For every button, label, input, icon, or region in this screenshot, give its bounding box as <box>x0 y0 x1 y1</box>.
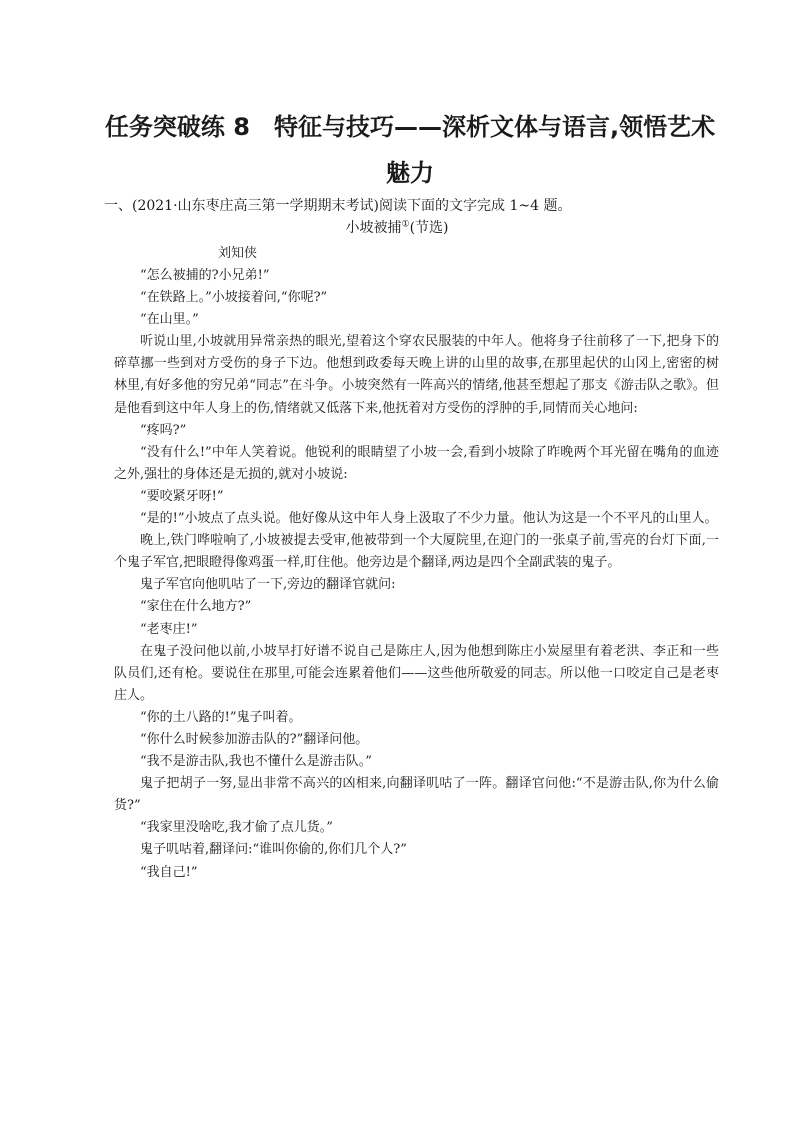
story-title-text: 小坡被捕 <box>345 220 402 236</box>
story-author: 刘知侠 <box>218 246 258 261</box>
story-body <box>114 265 719 884</box>
footnote-marker: ① <box>401 219 410 230</box>
paragraph: “你什么时候参加游击队的?”翻译问他。 <box>140 731 369 747</box>
paragraph: “是的!”小坡点了点头说。他好像从这中年人身上汲取了不少力量。他认为这是一个不平凡的山里人。 <box>140 511 718 527</box>
paragraph: 鬼子军官向他叽咕了一下,旁边的翻译官就问: <box>140 577 396 593</box>
paragraph: “要咬紧牙呀!” <box>140 488 224 504</box>
question-intro: 一、(2021·山东枣庄高三第一学期期末考试)阅读下面的文字完成 1~4 题。 <box>104 198 572 214</box>
page-title: 任务突破练 8 特征与技巧——深析文体与语言,领悟艺术魅力 <box>104 113 716 187</box>
paragraph: 鬼子叽咕着,翻译问:“谁叫你偷的,你们几个人?” <box>140 842 407 858</box>
paragraph: “我不是游击队,我也不懂什么是游击队。” <box>140 754 372 770</box>
paragraph: “我自己!” <box>140 864 198 880</box>
paragraph: “在山里。” <box>140 312 199 328</box>
paragraph: “老枣庄!” <box>140 621 198 637</box>
story-title <box>0 218 794 238</box>
paragraph: “疼吗?” <box>140 422 187 438</box>
paragraph: “你的土八路的!”鬼子叫着。 <box>140 709 302 725</box>
paragraph: “怎么被捕的?小兄弟!” <box>140 268 270 283</box>
paragraph: 听说山里,小坡就用异常亲热的眼光,望着这个穿农民服装的中年人。他将身子往前移了一下,把身下的碎草挪一些到对方受伤的身子下边。他想到政委每天晚上讲的山里的故事,在那里起伏的山冈上,密密的树林里,有好多他的穷兄弟“同志”在斗争。小坡突然有一阵高兴的情绪,他甚至想起了那支《游击队之歌》。但是他看到这中年人身上的伤,情绪就又低落下来,他抚着对方受伤的浮肿的手,同情而关心地问: <box>114 334 719 416</box>
paragraph: 晚上,铁门哗啦响了,小坡被提去受审,他被带到一个大厦院里,在迎门的一张桌子前,雪亮的台灯下面,一个鬼子军官,把眼瞪得像鸡蛋一样,盯住他。他旁边是个翻译,两边是四个全副武装的鬼子。 <box>114 533 719 571</box>
paragraph: “我家里没啥吃,我才偷了点儿货。” <box>140 820 333 836</box>
story-title-suffix: (节选) <box>409 220 449 236</box>
paragraph: 在鬼子没问他以前,小坡早打好谱不说自己是陈庄人,因为他想到陈庄小炭屋里有着老洪、李正和一些队员们,还有枪。要说住在那里,可能会连累着他们——这些他所敬爱的同志。所以他一口咬定自己是老枣庄人。 <box>114 643 719 703</box>
paragraph: “家住在什么地方?” <box>140 599 252 615</box>
paragraph: “没有什么!”中年人笑着说。他锐利的眼睛望了小坡一会,看到小坡除了昨晚两个耳光留在嘴角的血迹之外,强壮的身体还是无损的,就对小坡说: <box>114 444 719 482</box>
paragraph: “在铁路上。”小坡接着问,“你呢?” <box>140 290 328 306</box>
paragraph: 鬼子把胡子一努,显出非常不高兴的凶相来,向翻译叽咕了一阵。翻译官问他:“不是游击队,你为什么偷货?” <box>114 776 719 814</box>
